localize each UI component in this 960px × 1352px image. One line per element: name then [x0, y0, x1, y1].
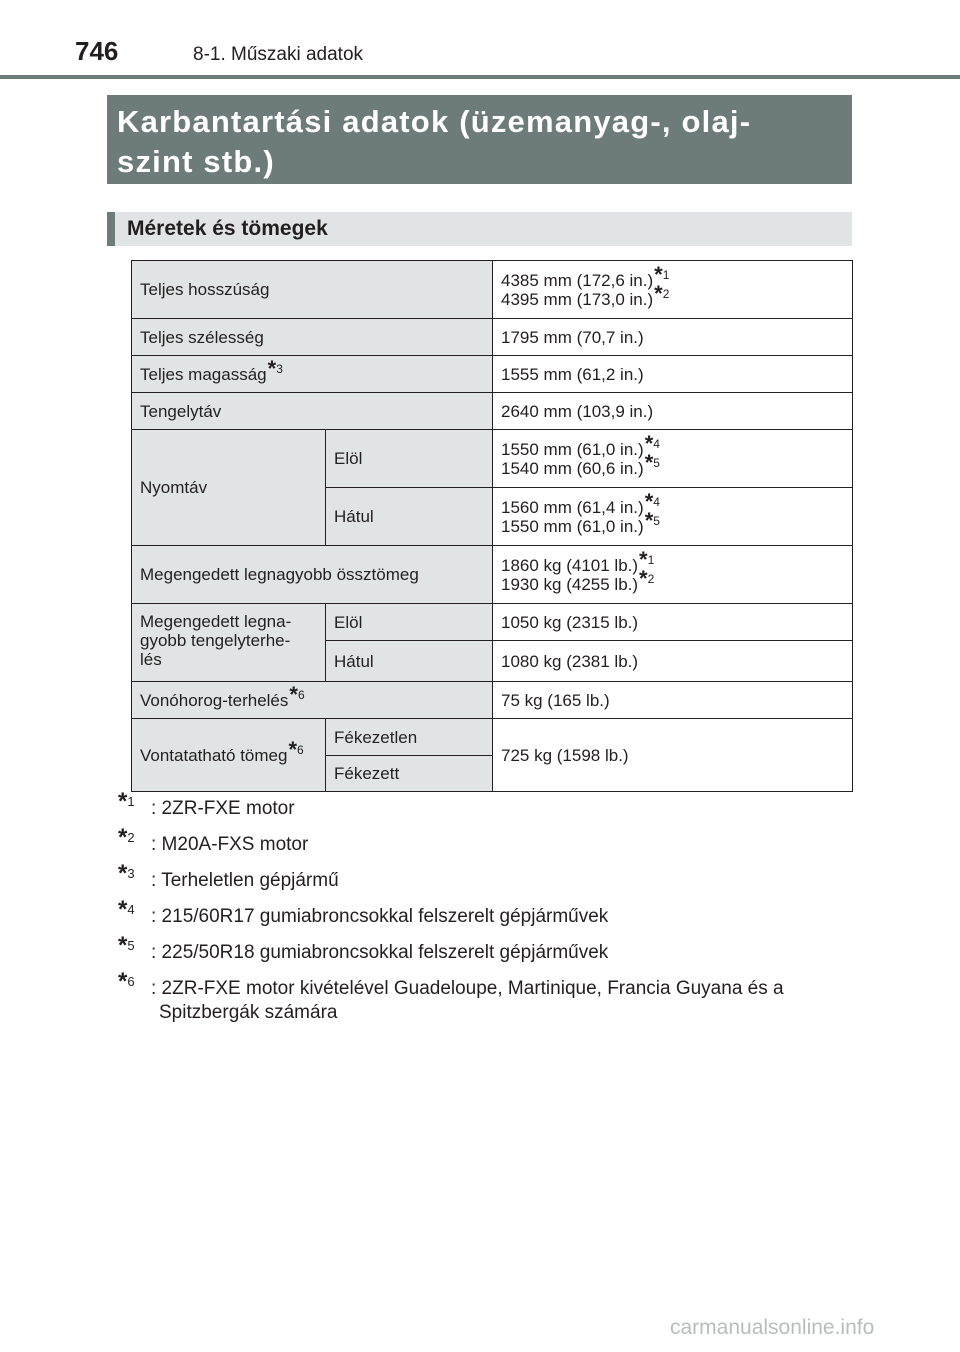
- footnote-5: *$^5$ : 225/50R18 gumiabroncsokkal felszerelt gépjárművek: [118, 932, 609, 963]
- footnote-3: *$^3$ : Terheletlen gépjármű: [118, 860, 339, 891]
- overall-height-label: Teljes magasság*$^3$: [132, 356, 493, 393]
- table-row: [132, 604, 853, 641]
- footnotes: [118, 788, 858, 1037]
- towing-weight-value: 725 kg (1598 lb.): [493, 719, 853, 792]
- axle-front-label: Elöl: [326, 604, 493, 641]
- dimensions-weights-table: [131, 260, 853, 792]
- track-rear-value: 1560 mm (61,4 in.)*$^4$ 1550 mm (61,0 in.)*$^5$: [493, 488, 853, 546]
- table-row: [132, 430, 853, 488]
- table-row: [132, 682, 853, 719]
- towing-unbraked-label: Fékezetlen: [326, 719, 493, 756]
- main-title-line-2: szint stb.): [117, 144, 275, 179]
- axle-load-label: Megengedett legna- gyobb tengelyterhe- lés: [132, 604, 326, 682]
- overall-width-label: Teljes szélesség: [132, 319, 493, 356]
- track-label: Nyomtáv: [132, 430, 326, 546]
- section-title: 8-1. Műszaki adatok: [193, 44, 364, 65]
- track-rear-label: Hátul: [326, 488, 493, 546]
- footnote-4: *$^4$ : 215/60R17 gumiabroncsokkal felszerelt gépjárművek: [118, 896, 609, 927]
- axle-rear-label: Hátul: [326, 641, 493, 682]
- table-row: [132, 261, 853, 319]
- wheelbase-label: Tengelytáv: [132, 393, 493, 430]
- footnote-6: *$^6$ : 2ZR-FXE motor kivételével Guadeloupe, Martinique, Francia Guyana és a Spitzbergák számára: [118, 968, 784, 1023]
- subsection-banner: [107, 212, 852, 246]
- gross-weight-label: Megengedett legnagyobb össztömeg: [132, 546, 493, 604]
- overall-length-label: Teljes hosszúság: [132, 261, 493, 319]
- hitch-load-label: Vonóhorog-terhelés*$^6$: [132, 682, 493, 719]
- footnote-1: *$^1$ : 2ZR-FXE motor: [118, 788, 295, 819]
- table-row: [132, 719, 853, 756]
- table-row: [132, 356, 853, 393]
- main-title-line-1: Karbantartási adatok (üzemanyag-, olaj-: [117, 104, 752, 139]
- axle-front-value: 1050 kg (2315 lb.): [493, 604, 853, 641]
- header-divider: [0, 75, 960, 79]
- subsection-title: Méretek és tömegek: [127, 217, 328, 240]
- axle-rear-value: 1080 kg (2381 lb.): [493, 641, 853, 682]
- gross-weight-value: 1860 kg (4101 lb.)*$^1$ 1930 kg (4255 lb.)*$^2$: [493, 546, 853, 604]
- overall-length-value: 4385 mm (172,6 in.)*$^1$ 4395 mm (173,0 in.)*$^2$: [493, 261, 853, 319]
- page-number: 746: [75, 36, 119, 66]
- main-title-banner: [107, 95, 852, 184]
- towing-weight-label: Vontatatható tömeg*$^6$: [132, 719, 326, 792]
- table-row: [132, 546, 853, 604]
- track-front-value: 1550 mm (61,0 in.)*$^4$ 1540 mm (60,6 in.)*$^5$: [493, 430, 853, 488]
- table-row: [132, 393, 853, 430]
- track-front-label: Elöl: [326, 430, 493, 488]
- towing-braked-label: Fékezett: [326, 756, 493, 792]
- overall-height-value: 1555 mm (61,2 in.): [493, 356, 853, 393]
- footnote-2: *$^2$ : M20A-FXS motor: [118, 824, 309, 855]
- watermark: carmanualsonline.info: [670, 1316, 875, 1339]
- hitch-load-value: 75 kg (165 lb.): [493, 682, 853, 719]
- wheelbase-value: 2640 mm (103,9 in.): [493, 393, 853, 430]
- table-row: [132, 319, 853, 356]
- overall-width-value: 1795 mm (70,7 in.): [493, 319, 853, 356]
